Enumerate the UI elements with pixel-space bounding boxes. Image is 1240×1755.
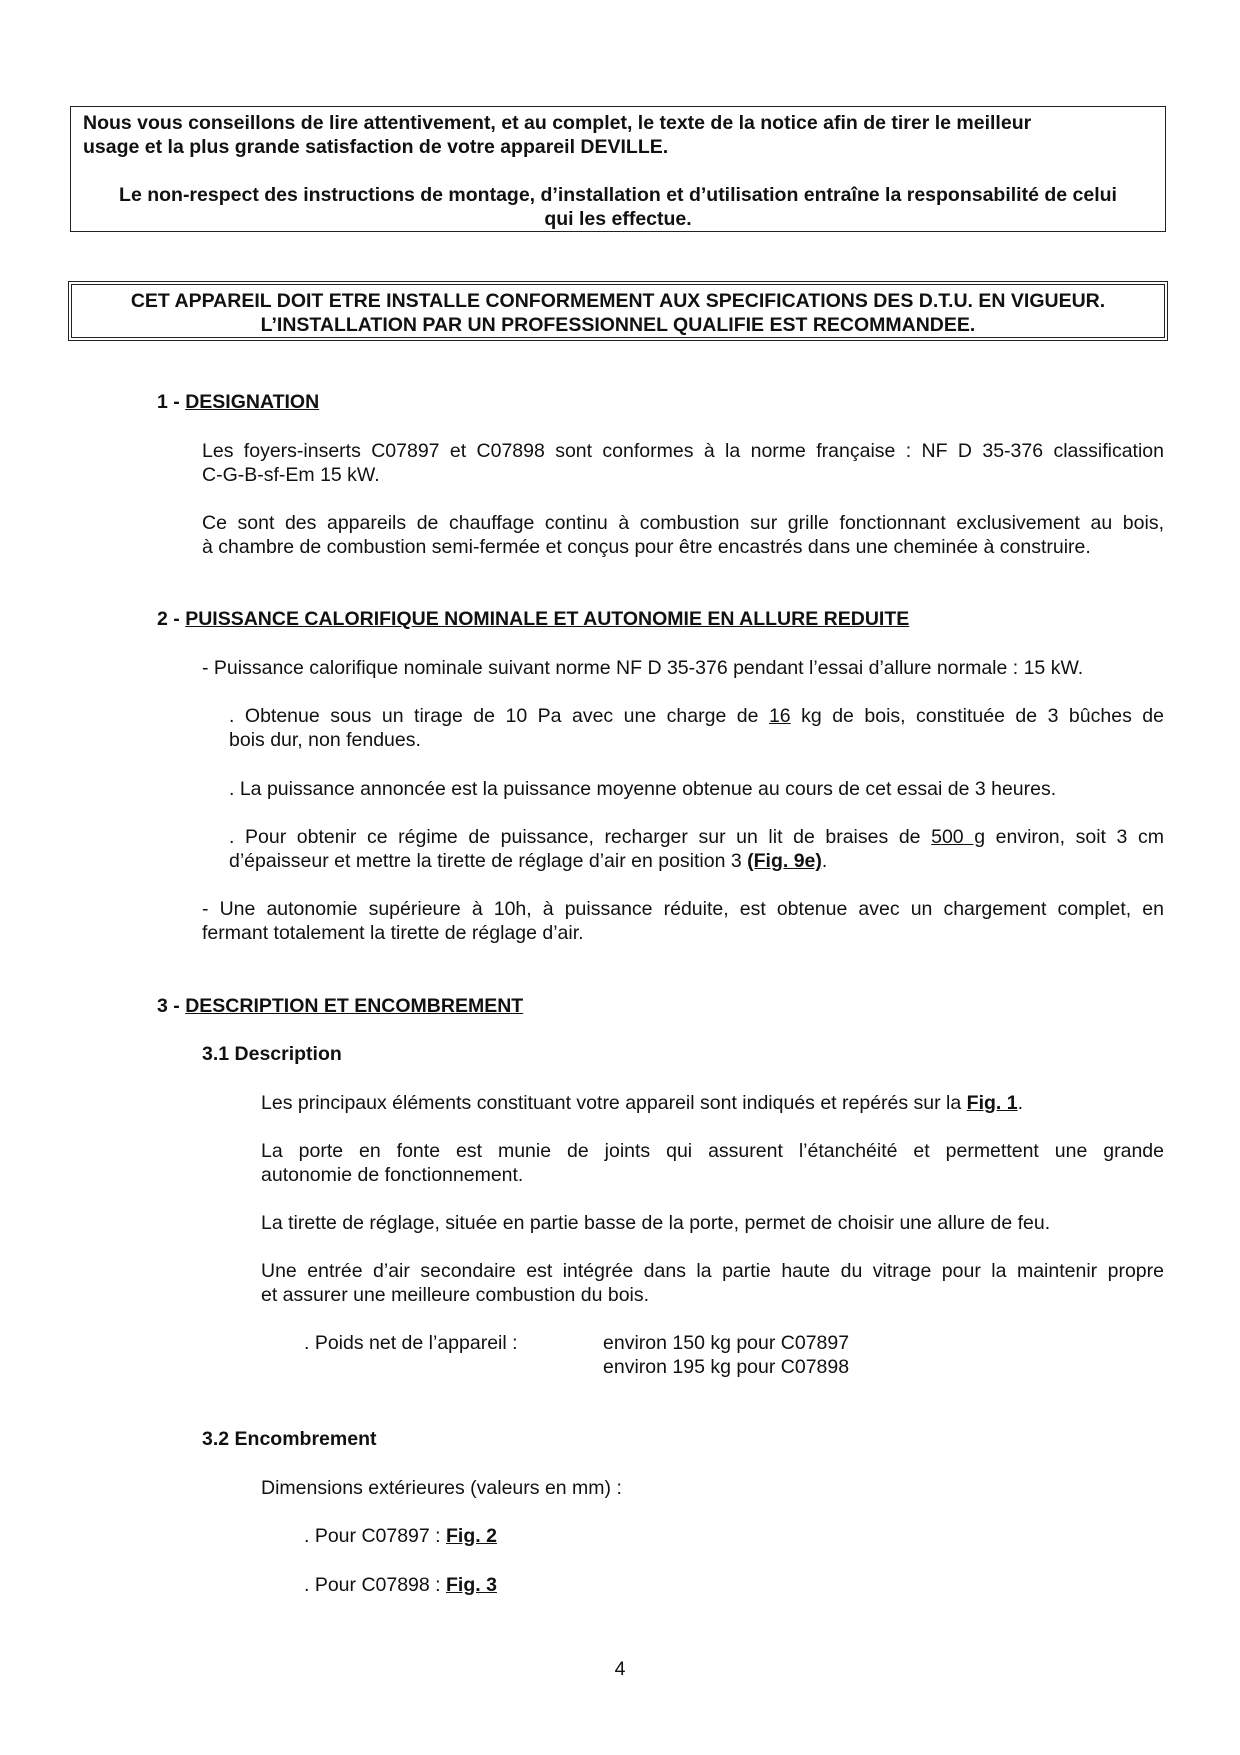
- fig-3-ref: . Pour C07898 : Fig. 3: [304, 1574, 497, 1596]
- s2-b3-line2: d’épaisseur et mettre la tirette de réglage d’air en position 3 (Fig. 9e).: [229, 850, 828, 872]
- section-3-title: DESCRIPTION ET ENCOMBREMENT: [185, 995, 524, 1017]
- fig-2-ref: . Pour C07897 : Fig. 2: [304, 1525, 497, 1547]
- weight-c07897: environ 150 kg pour C07897: [603, 1332, 850, 1354]
- dimensions-text: Dimensions extérieures (valeurs en mm) :: [261, 1477, 622, 1499]
- s2-b1-line1: . Obtenue sous un tirage de 10 Pa avec une charge de 16 kg de bois, constituée de 3 bûches de: [229, 705, 1164, 727]
- fig-2-link: Fig. 2: [446, 1525, 497, 1547]
- notice-line-2: usage et la plus grande satisfaction de votre appareil DEVILLE.: [83, 136, 669, 158]
- warning-line-2: L’INSTALLATION PAR UN PROFESSIONNEL QUALIFIE EST RECOMMANDEE.: [260, 314, 976, 336]
- page-number: 4: [614, 1658, 626, 1680]
- section-1-title: DESIGNATION: [185, 391, 320, 413]
- s3-d2-line1: La porte en fonte est munie de joints qui assurent l’étanchéité et permettent une grande: [261, 1140, 1164, 1162]
- s3-d1: Les principaux éléments constituant votre appareil sont indiqués et repérés sur la Fig. 1.: [261, 1092, 1023, 1114]
- section-1-heading: [157, 390, 319, 414]
- notice-line-1: Nous vous conseillons de lire attentivement, et au complet, le texte de la notice afin de tirer le meilleur: [83, 112, 1032, 134]
- s1-p2-line2: à chambre de combustion semi-fermée et conçus pour être encastrés dans une cheminée à construire.: [202, 536, 1091, 558]
- section-3-heading: [157, 994, 523, 1018]
- s3-d4-line1: Une entrée d’air secondaire est intégrée dans la partie haute du vitrage pour la maintenir propre: [261, 1260, 1164, 1282]
- fig-9e-link: (Fig. 9e): [747, 850, 822, 872]
- section-1-number: 1 -: [157, 391, 186, 413]
- s3-d4-line2: et assurer une meilleure combustion du bois.: [261, 1284, 650, 1306]
- charge-value: 16: [768, 705, 791, 727]
- s3-d3: La tirette de réglage, située en partie basse de la porte, permet de choisir une allure de feu.: [261, 1212, 1051, 1234]
- s2-b2: . La puissance annoncée est la puissance moyenne obtenue au cours de cet essai de 3 heures.: [229, 778, 1057, 800]
- section-2-heading: [157, 607, 909, 631]
- s1-p1-line2: C-G-B-sf-Em 15 kW.: [202, 464, 380, 486]
- weight-c07898: environ 195 kg pour C07898: [603, 1356, 850, 1378]
- section-2-title: PUISSANCE CALORIFIQUE NOMINALE ET AUTONOMIE EN ALLURE REDUITE: [185, 608, 910, 630]
- notice-line-3: Le non-respect des instructions de montage, d’installation et d’utilisation entraîne la responsabilité de celui: [119, 184, 1117, 206]
- s2-p1: - Puissance calorifique nominale suivant norme NF D 35-376 pendant l’essai d’allure normale : 15 kW.: [202, 657, 1084, 679]
- s2-p2-line1: - Une autonomie supérieure à 10h, à puissance réduite, est obtenue avec un chargement complet, en: [202, 898, 1164, 920]
- notice-line-4: qui les effectue.: [544, 208, 692, 230]
- s1-p1-line1: Les foyers-inserts C07897 et C07898 sont conformes à la norme française : NF D 35-376 classification: [202, 440, 1164, 462]
- braises-value: 500 g: [931, 826, 986, 848]
- subsection-3-1-heading: 3.1 Description: [202, 1043, 342, 1065]
- s1-p2-line1: Ce sont des appareils de chauffage continu à combustion sur grille fonctionnant exclusivement au bois,: [202, 512, 1164, 534]
- fig-3-link: Fig. 3: [446, 1574, 497, 1596]
- s2-p2-line2: fermant totalement la tirette de réglage d’air.: [202, 922, 584, 944]
- section-2-number: 2 -: [157, 608, 186, 630]
- section-3-number: 3 -: [157, 995, 186, 1017]
- notice-box: [70, 106, 1166, 232]
- s3-d2-line2: autonomie de fonctionnement.: [261, 1164, 524, 1186]
- s2-b1-line2: bois dur, non fendues.: [229, 729, 421, 751]
- s2-b3-line1: . Pour obtenir ce régime de puissance, recharger sur un lit de braises de 500 g environ, soit 3 cm: [229, 826, 1164, 848]
- weight-label: . Poids net de l’appareil :: [304, 1332, 518, 1354]
- warning-line-1: CET APPAREIL DOIT ETRE INSTALLE CONFORMEMENT AUX SPECIFICATIONS DES D.T.U. EN VIGUEUR.: [130, 290, 1106, 312]
- subsection-3-2-heading: 3.2 Encombrement: [202, 1428, 377, 1450]
- fig-1-link: Fig. 1: [966, 1092, 1018, 1114]
- warning-box: [68, 281, 1168, 341]
